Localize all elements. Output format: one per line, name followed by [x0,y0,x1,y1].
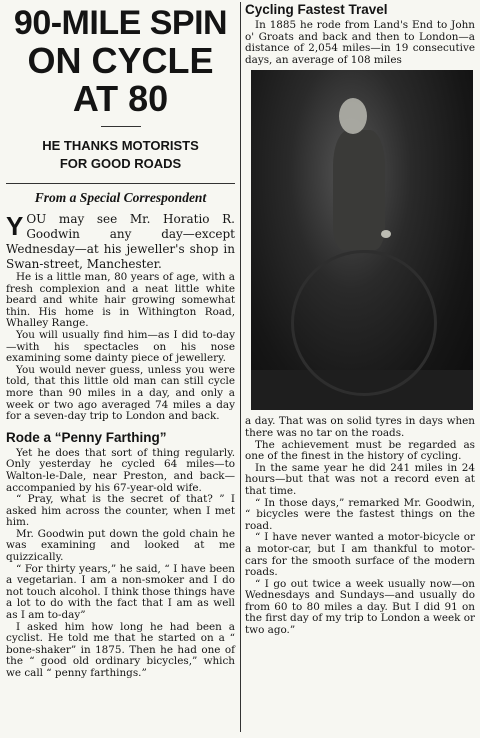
subheadline-line-1: HE THANKS MOTORISTS [42,138,199,153]
body-paragraph: You would never guess, unless you were told, that this little old man can still cycle more than 90 miles in a day, and only a week or two ago averaged 74 miles a day for a seven-day trip to London and back. [6,363,235,423]
body-paragraph: Mr. Goodwin put down the gold chain he was examining and looked at me quizzically. [6,527,235,564]
subheadline-line-2: FOR GOOD ROADS [59,156,182,171]
body-paragraph: “ For thirty years,” he said, “ I have been a vegetarian. I am a non-smoker and I do not touch alcohol. I think those things have a lot to do with the fact that I am as well as I am to-day” [6,562,235,622]
body-paragraph: “ I go out twice a week usually now—on Wednesdays and Sundays—and usually do from 60 to 80 miles a day. But I did 91 on the first day of my trip to London a week or two ago.” [245,577,475,637]
body-paragraph: I asked him how long he had been a cyclist. He told me that he started on a “ bone-shaker” in 1875. Then he had one of the “ good old ordinary bicycles,” which we call “ penny farthings.” [6,620,235,679]
lead-text: OU may see Mr. Horatio R. Goodwin any day—except Wednesday—at his jeweller's shop in Swan-street, Manchester. [6,212,235,271]
section-heading-fastest-travel: Cycling Fastest Travel [245,2,388,17]
body-paragraph: You will usually find him—as I did to-day—with his spectacles on his nose examining some dainty piece of jewellery. [6,328,235,365]
headline-line-2: ON CYCLE [27,40,214,81]
body-paragraph: In 1885 he rode from Land's End to John o' Groats and back and then to London—a distance of 2,054 miles—in 19 consecutive days, an average of 108 miles [245,19,475,66]
left-column [6,4,235,680]
photo-wheel [291,250,437,396]
photograph-cyclist [251,70,473,410]
body-paragraph: “ I have never wanted a motor-bicycle or a motor-car, but I am thankful to motor-cars for the smooth surface of the modern roads. [245,531,475,579]
headline-line-3: AT 80 [72,78,169,119]
photo-hand [381,230,391,238]
right-column [245,2,475,637]
body-paragraph: The achievement must be regarded as one of the finest in the history of cycling. [245,438,475,463]
body-paragraph: Yet he does that sort of thing regularly. Only yesterday he cycled 64 miles—to Walton-le-Dale, near Preston, and back—accompanied by his 67-year-old wife. [6,446,235,494]
drop-cap: Y [6,211,24,241]
column-rule [240,2,241,732]
body-paragraph: In the same year he did 241 miles in 24 hours—but that was not a record even at that time. [245,461,475,497]
headline-line-1: 90-MILE SPIN [13,4,228,42]
body-paragraph: “ Pray, what is the secret of that? ” I asked him across the counter, when I met him. [6,493,235,529]
body-paragraph: a day. That was on solid tyres in days when there was no tar on the roads. [245,415,475,439]
photo-figure [333,130,385,250]
photo-head [339,98,367,134]
subheadline [6,137,235,173]
section-heading-penny-farthing: Rode a “Penny Farthing” [6,429,167,445]
lead-paragraph [6,212,235,272]
body-paragraph: He is a little man, 80 years of age, with a fresh complexion and a neat little white beard and white hair growing somewhat thin. His home is in Withington Road, Whalley Range. [6,271,235,330]
divider [101,126,141,127]
byline: From a Special Correspondent [6,183,235,206]
body-paragraph: “ In those days,” remarked Mr. Goodwin, “ bicycles were the fastest things on the road. [245,496,475,532]
